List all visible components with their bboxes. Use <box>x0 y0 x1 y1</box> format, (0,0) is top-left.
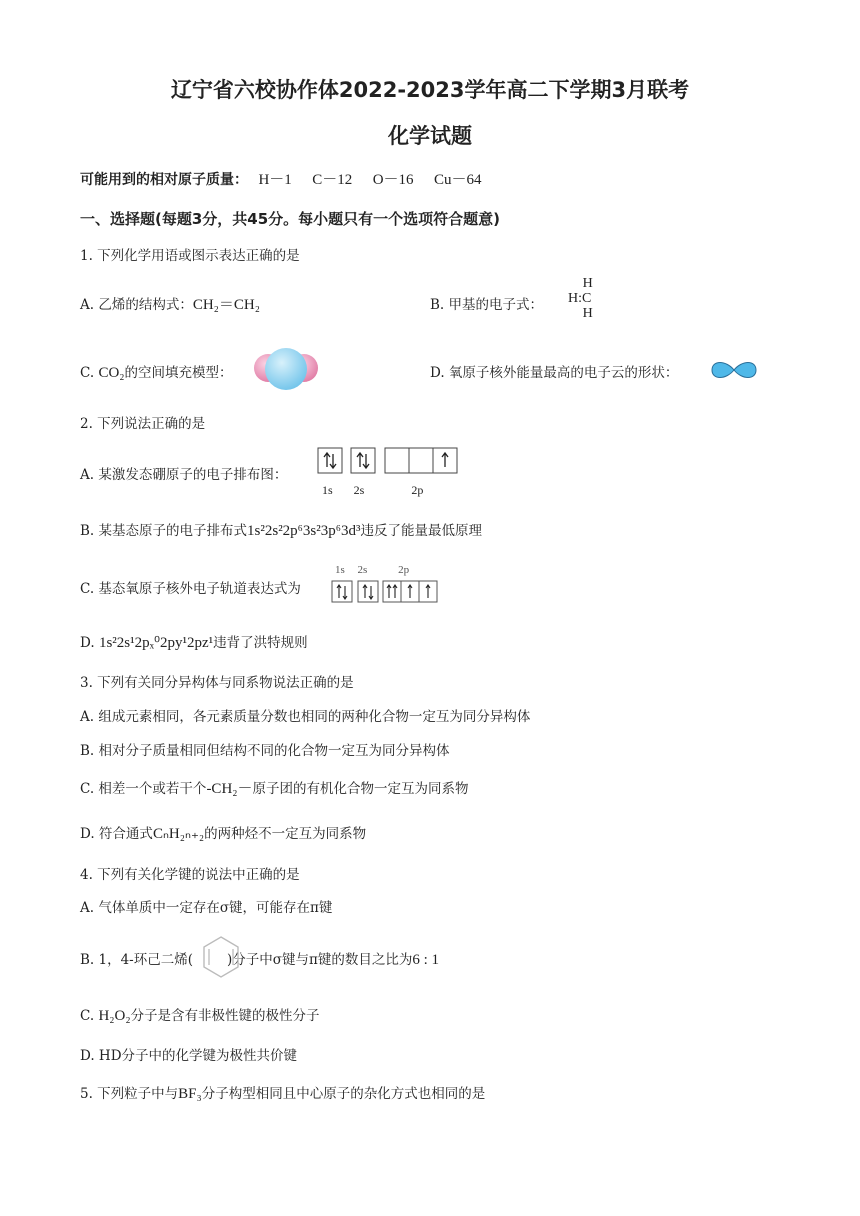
q1-a-label: A. 乙烯的结构式： <box>80 297 193 313</box>
q2-d-label: D. <box>80 635 95 651</box>
q3-c-formula: -CH₂－ <box>206 781 253 797</box>
q1-a-formula: CH₂＝CH₂ <box>192 297 260 313</box>
section-heading: 一、选择题(每题3分，共45分。每小题只有一个选项符合题意) <box>80 210 501 228</box>
q3-d-post: 的两种烃不一定互为同系物 <box>204 826 367 842</box>
q2-option-d <box>80 631 308 652</box>
q3-stem: 3. 下列有关同分异构体与同系物说法正确的是 <box>80 675 354 691</box>
q2-stem: 2. 下列说法正确的是 <box>80 416 206 432</box>
o-orbital-2p: 2p <box>398 564 410 576</box>
methyl-c: C <box>582 291 592 306</box>
q2-option-b <box>80 519 482 540</box>
q3-c-pre: C. 相差一个或若干个 <box>80 781 207 797</box>
q2-b-post: 违反了能量最低原理 <box>360 523 482 539</box>
q1-stem: 1. 下列化学用语或图示表达正确的是 <box>80 248 300 264</box>
q2-b-pre: B. 某基态原子的电子排布式 <box>80 523 248 539</box>
q2-option-c: C. 基态氧原子核外电子轨道表达式为 <box>80 581 301 597</box>
q1-option-c <box>80 361 233 382</box>
q4-b-post: )分子中σ键与π键的数目之比为 <box>227 952 413 968</box>
boron-orbital-labels <box>322 483 423 498</box>
q1-c-label: C. <box>80 365 95 381</box>
q4-stem: 4. 下列有关化学键的说法中正确的是 <box>80 867 300 883</box>
page-title: 辽宁省六校协作体2022-2023学年高二下学期3月联考 <box>170 78 690 102</box>
q3-option-b: B. 相对分子质量相同但结构不同的化合物一定互为同分异构体 <box>80 743 450 759</box>
o-orbital-2s: 2s <box>357 564 368 576</box>
q5-pre: 5. 下列粒子中与 <box>80 1086 179 1102</box>
boron-orbital-diagram <box>317 447 459 475</box>
q3-c-post: 原子团的有机化合物一定互为同系物 <box>252 781 469 797</box>
q4-c-post: 分子是含有非极性键的极性分子 <box>130 1008 320 1024</box>
q2-b-config: 1s²2s²2p⁶3s²3p⁶3d³ <box>247 523 361 539</box>
p-orbital-icon <box>710 360 758 380</box>
oxygen-orbital-diagram <box>331 580 441 604</box>
q4-b-ratio: 6 : 1 <box>412 952 440 968</box>
q4-option-a: A. 气体单质中一定存在σ键，可能存在π键 <box>80 900 333 916</box>
q1-option-a <box>80 293 260 314</box>
methyl-colon: : <box>578 291 583 306</box>
q1-option-d: D. 氧原子核外能量最高的电子云的形状： <box>430 365 679 381</box>
q2-option-a: A. 某激发态硼原子的电子排布图： <box>80 467 288 483</box>
mass-c: C－12 <box>312 172 353 188</box>
oxygen-orbital-labels <box>335 564 409 576</box>
q1-c-formula: CO₂ <box>98 365 125 381</box>
q1-b-label: B. 甲基的电子式： <box>430 297 544 313</box>
q5-post: 分子构型相同且中心原子的杂化方式也相同的是 <box>201 1086 486 1102</box>
methyl-h-top: H <box>582 276 593 291</box>
atomic-masses <box>80 168 482 189</box>
mass-h: H－1 <box>258 172 292 188</box>
q2-d-config: 1s²2s¹2pₓ⁰2py¹2pz¹ <box>98 635 214 651</box>
q5-stem <box>80 1082 485 1103</box>
q4-option-b <box>80 948 439 969</box>
mass-o: O－16 <box>372 172 414 188</box>
o-orbital-1s: 1s <box>335 564 345 576</box>
orbital-1s: 1s <box>322 483 333 497</box>
q3-d-formula: CₙH₂ₙ₊₂ <box>152 826 205 842</box>
cyclohexadiene-structure <box>200 934 242 980</box>
q5-formula: BF₃ <box>178 1086 202 1102</box>
q1-option-b <box>430 293 543 313</box>
methyl-h-bottom: H <box>582 306 593 321</box>
q3-option-c <box>80 777 469 798</box>
q3-option-a: A. 组成元素相同，各元素质量分数也相同的两种化合物一定互为同分异构体 <box>80 709 531 725</box>
q4-option-c <box>80 1004 320 1025</box>
orbital-2s: 2s <box>353 483 365 497</box>
q4-c-formula: H₂O₂ <box>98 1008 131 1024</box>
methyl-h-left: H <box>568 291 579 306</box>
mass-cu: Cu－64 <box>434 172 482 188</box>
q4-b-pre: B. 1，4-环己二烯( <box>80 952 194 968</box>
q4-option-d: D. HD分子中的化学键为极性共价键 <box>80 1048 298 1064</box>
masses-label: 可能用到的相对原子质量： <box>80 172 248 188</box>
q3-option-d <box>80 822 366 843</box>
q2-d-post: 违背了洪特规则 <box>213 635 308 651</box>
q4-c-label: C. <box>80 1008 95 1024</box>
methyl-electron-formula <box>568 276 599 321</box>
q1-c-text: 的空间填充模型： <box>124 365 233 381</box>
orbital-2p: 2p <box>411 483 424 497</box>
q3-d-pre: D. 符合通式 <box>80 826 153 842</box>
page-subtitle: 化学试题 <box>388 124 472 148</box>
co2-space-filling-model <box>252 346 318 392</box>
